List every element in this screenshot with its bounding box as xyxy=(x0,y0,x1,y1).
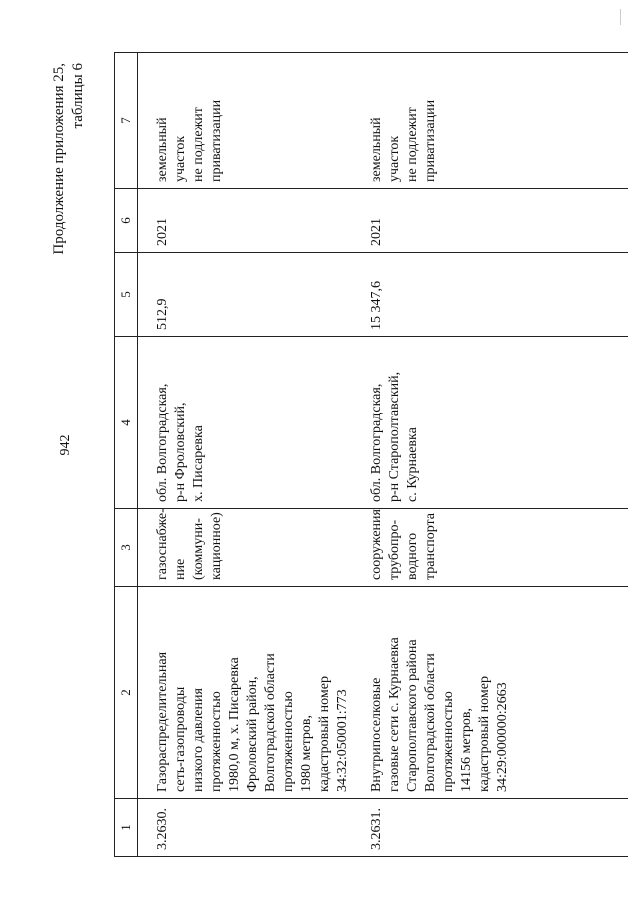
scan-mark xyxy=(620,9,621,25)
column-number: 3 xyxy=(115,509,138,587)
object-note: земельный участок не подлежит приватизации xyxy=(138,53,353,189)
column-number: 2 xyxy=(115,587,138,799)
continuation-line-1: Продолжение приложения 25, xyxy=(51,63,67,255)
column-number: 5 xyxy=(115,253,138,337)
object-value: 15 347,6 xyxy=(352,253,628,337)
row-number: 3.2631. xyxy=(352,799,628,857)
object-name: Внутрипоселковые газовые сети с. Курнаевка Старополтавского района Волгоградской области протяженностью 14156 метров, кадастровый номер 34:29:000000:2663 xyxy=(352,587,628,799)
row-number: 3.2630. xyxy=(138,799,353,857)
object-type: сооружения трубопро- водного транспорта xyxy=(352,509,628,587)
object-name: Газораспределительная сеть-газопроводы низкого давления протяженностью 1980,0 м, х. Писаревка Фроловский район, Волгоградской области протяженностью 1980 метров, кадастровый номер 34:32:050001:773 xyxy=(138,587,353,799)
continuation-note xyxy=(50,63,88,285)
object-address: обл. Волгоградская, р-н Фроловский, х. Писаревка xyxy=(138,337,353,509)
property-table xyxy=(114,52,628,857)
column-number: 7 xyxy=(115,53,138,189)
column-number-row xyxy=(115,53,138,857)
object-type: газоснабже- ние (коммуни- кационное) xyxy=(138,509,353,587)
table-row xyxy=(352,53,628,857)
column-number: 1 xyxy=(115,799,138,857)
continuation-line-2: таблицы 6 xyxy=(70,63,86,129)
table-row xyxy=(138,53,353,857)
column-number: 6 xyxy=(115,189,138,253)
column-number: 4 xyxy=(115,337,138,509)
object-year: 2021 xyxy=(352,189,628,253)
object-year: 2021 xyxy=(138,189,353,253)
page-number: 942 xyxy=(58,434,73,456)
object-note: земельный участок не подлежит приватизации xyxy=(352,53,628,189)
object-address: обл. Волгоградская, р-н Старополтавский, с. Курнаевка xyxy=(352,337,628,509)
object-value: 512,9 xyxy=(138,253,353,337)
